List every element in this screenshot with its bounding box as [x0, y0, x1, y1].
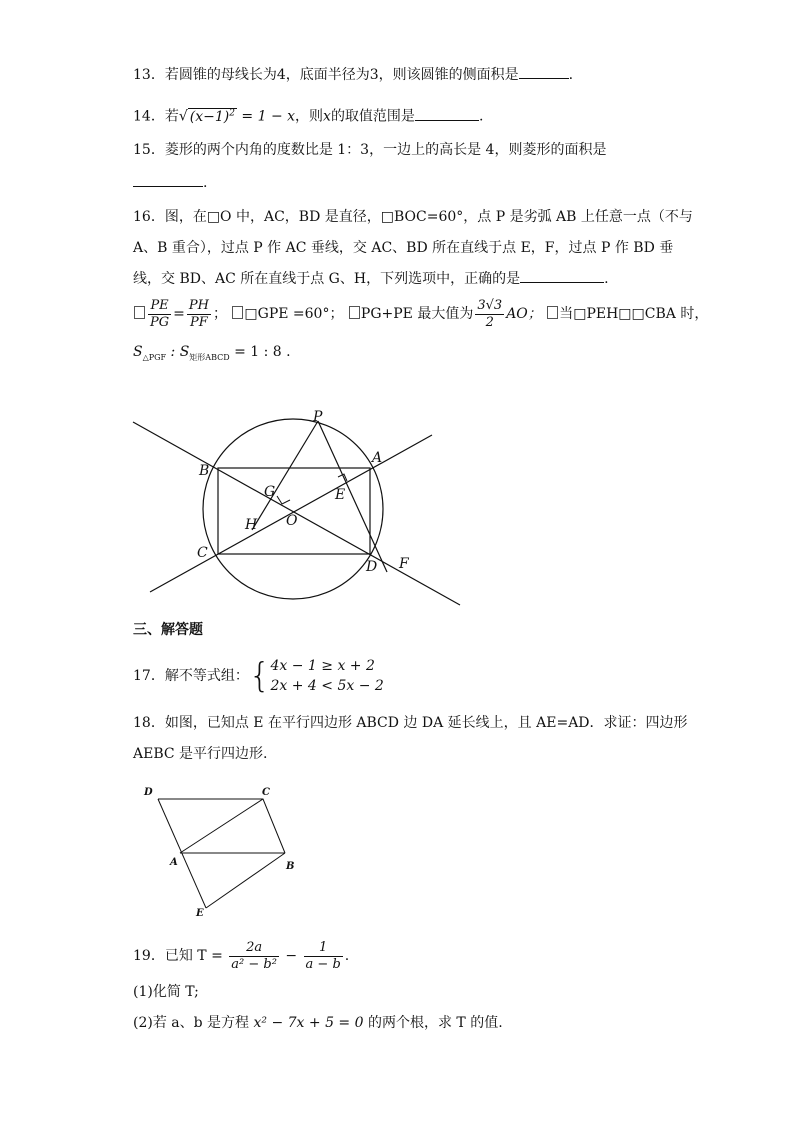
label-b2: B: [286, 861, 295, 872]
q16-text-line3: 线，交 BD、AC 所在直线于点 G、H，下列选项中，正确的是: [133, 271, 521, 287]
inequality-1: 4x − 1 ≥ x + 2: [270, 658, 375, 674]
q14-pre: 若: [164, 108, 179, 125]
q14-post: 的取值范围是: [330, 108, 415, 125]
section-heading: 三、解答题: [133, 622, 203, 638]
label-d2: D: [144, 787, 153, 798]
q19-number: 19．: [133, 948, 165, 964]
right-angle-g: [277, 496, 290, 504]
q16-text-line2: A、B 重合），过点 P 作 AC 垂线，交 AC、BD 所在直线于点 E，F，过点 P 作 BD 垂: [133, 240, 674, 256]
q15-end: .: [203, 175, 208, 191]
fraction-numerator: PE: [148, 298, 171, 315]
segment-eb: [206, 853, 285, 908]
q13-text: 若圆锥的母线长为4，底面半径为3，则该圆锥的侧面积是: [164, 67, 519, 83]
q13-end: .: [568, 67, 574, 83]
q16-option3-end: AO；: [506, 306, 542, 322]
area-symbol: S: [133, 344, 143, 360]
q19-part2-end: 的两个根，求 T 的值.: [363, 1015, 503, 1031]
q19-part2: [133, 1013, 503, 1033]
inequality-system: [270, 656, 383, 696]
q19-part2-text: (2)若 a、b 是方程: [133, 1015, 254, 1031]
area-subscript-rect: 矩形ABCD: [189, 352, 230, 362]
q15-answer-blank: [133, 172, 203, 187]
label-h: H: [245, 517, 258, 533]
label-d: D: [366, 559, 378, 575]
fraction-denominator: PG: [150, 314, 170, 330]
q18-text-line1: 如图，已知点 E 在平行四边形 ABCD 边 DA 延长线上，且 AE=AD．求证：四边形: [164, 715, 688, 731]
fraction-denominator: a² − b²: [231, 956, 277, 972]
circle-rectangle-figure: [125, 405, 470, 615]
label-c2: C: [262, 787, 270, 798]
option-marker-3: [349, 306, 360, 319]
option-marker-1: [134, 306, 145, 319]
label-g: G: [264, 484, 276, 500]
label-e: E: [335, 487, 346, 503]
minus-sign: −: [280, 948, 302, 964]
question-15: [133, 140, 606, 160]
right-angle-e: [338, 474, 347, 481]
label-p: P: [313, 409, 323, 425]
inequality-2: 2x + 4 < 5x − 2: [270, 678, 384, 694]
question-18-line2: [133, 744, 268, 764]
q17-number: 17．: [133, 668, 165, 684]
option-marker-2: [232, 306, 243, 319]
q16-option1-end: ；: [212, 306, 227, 322]
q17-text: 解不等式组：: [164, 668, 249, 684]
q16-text-line1: 图，在□O 中，AC，BD 是直径，□BOC=60°，点 P 是劣弧 AB 上任意一点（不与: [164, 209, 693, 225]
label-f: F: [399, 556, 409, 572]
fraction-numerator: 3√3: [477, 297, 503, 313]
question-14: [133, 103, 483, 127]
ratio-mid: : S: [166, 344, 190, 360]
q16-fraction-3root3-2: [475, 298, 504, 331]
q14-exponent: 2: [229, 108, 235, 118]
q16-answer-blank: [520, 268, 604, 283]
question-13: [133, 64, 573, 85]
q18-number: 18．: [133, 715, 165, 731]
q19-part1: (1)化简 T;: [133, 984, 199, 1000]
segment-pf: [318, 421, 387, 572]
fraction-numerator: 2a: [229, 940, 279, 957]
q16-options: [133, 296, 708, 332]
label-a2: A: [170, 857, 178, 868]
question-16-line3: [133, 268, 609, 289]
q14-variable: x: [323, 108, 331, 125]
fraction-denominator: 2: [485, 314, 494, 330]
fraction-denominator: a − b: [305, 956, 341, 972]
question-17: [133, 656, 384, 696]
question-18-line1: [133, 713, 688, 733]
q14-mid: ，则: [295, 108, 324, 125]
segment-ph: [252, 421, 318, 530]
q13-number: 13．: [133, 67, 165, 83]
question-16-line1: [133, 207, 693, 227]
label-b: B: [199, 463, 210, 479]
q19-end: .: [344, 948, 350, 964]
segment-ac: [180, 799, 263, 853]
label-c: C: [197, 545, 208, 561]
q15-text: 菱形的两个内角的度数比是 1：3，一边上的高长是 4，则菱形的面积是: [164, 142, 607, 158]
fraction-numerator: PH: [188, 297, 209, 313]
q14-sqrt-body: (x−1): [189, 108, 230, 125]
q16-option4: 当□PEH□□CBA 时，: [559, 306, 709, 322]
question-19: [133, 938, 349, 974]
q16-option3-text: PG+PE 最大值为: [360, 306, 474, 322]
option-marker-4: [547, 306, 558, 319]
q14-end: .: [478, 108, 484, 125]
radical-sign: √: [178, 108, 188, 125]
fraction-denominator: PF: [190, 314, 208, 330]
q16-ratio-line: [133, 342, 291, 368]
q13-answer-blank: [519, 64, 569, 79]
q19-fraction-2: [304, 940, 343, 973]
q15-number: 15．: [133, 142, 165, 158]
system-brace: {: [248, 656, 271, 696]
q14-sqrt-expression: [188, 108, 237, 125]
q18-text-line2: AEBC 是平行四边形.: [133, 746, 268, 762]
q16-number: 16．: [133, 209, 165, 225]
q15-answer-line: [133, 172, 207, 193]
equals-sign: =: [173, 306, 185, 322]
q16-option2: □GPE =60°；: [244, 306, 344, 322]
q14-number: 14．: [133, 108, 165, 125]
ratio-end: = 1 : 8 .: [229, 344, 291, 360]
question-16-line2: [133, 238, 673, 258]
q19-pre: 已知 T =: [164, 948, 228, 964]
parallelogram-figure: [140, 780, 310, 925]
label-a: A: [372, 450, 383, 466]
label-e2: E: [196, 908, 204, 919]
q16-fraction-ph-pf: [187, 298, 211, 331]
q19-fraction-1: [229, 940, 279, 973]
q19-equation: x² − 7x + 5 = 0: [253, 1015, 364, 1031]
q16-fraction-pe-pg: [148, 298, 171, 331]
fraction-numerator: 1: [304, 940, 343, 957]
circle-o: [203, 419, 383, 599]
q16-line3-end: .: [604, 271, 609, 287]
q14-answer-blank: [415, 106, 479, 121]
area-subscript-pgf: △PGF: [142, 352, 167, 362]
q14-equation: = 1 − x: [236, 108, 296, 125]
label-o: O: [286, 513, 298, 529]
